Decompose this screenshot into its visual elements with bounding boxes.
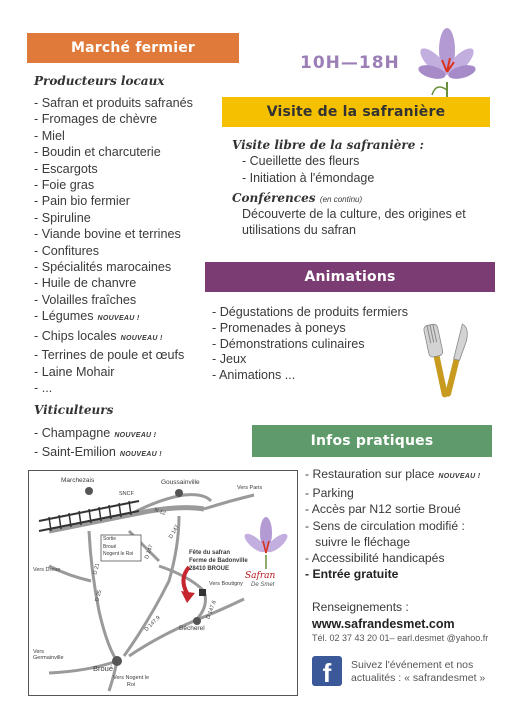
list-item-text: - Chips locales — [34, 328, 117, 343]
list-item — [305, 550, 480, 566]
map-label-d21: D 21 — [92, 562, 102, 576]
list-item — [305, 485, 480, 501]
map-venue-label: Fête du safran Ferme de Badonville 28410 BROUE — [189, 550, 248, 572]
list-item — [212, 321, 408, 337]
map-label-broue: Broué — [93, 664, 114, 673]
infos-banner: Infos pratiques — [252, 425, 492, 457]
list-item-text: - Volailles fraîches — [34, 292, 137, 307]
list-item — [34, 177, 193, 193]
list-item — [212, 305, 408, 321]
map-label-vers-dreux: Vers Dreux — [33, 567, 61, 573]
list-item-text: - Accès par N12 sortie Broué — [305, 502, 461, 517]
list-item-text: - Jeux — [212, 352, 247, 367]
list-item-text: - ... — [34, 380, 53, 395]
map-label-d1479: D 147.9 — [143, 615, 162, 633]
list-item-text: - Démonstrations culinaires — [212, 336, 365, 351]
map-label-goussainville: Goussainville — [161, 479, 200, 486]
list-item — [34, 243, 193, 259]
list-item — [34, 292, 193, 308]
list-item-text: - Pain bio fermier — [34, 194, 130, 209]
list-item-text: suivre le fléchage — [305, 534, 411, 549]
list-item-text: - Dégustations de produits fermiers — [212, 305, 408, 319]
map-sortie-label: Sortie Broué Nogent le Roi — [103, 536, 134, 557]
marche-fermier-banner: Marché fermier — [27, 33, 239, 63]
list-item — [34, 444, 162, 463]
list-item — [34, 275, 193, 291]
list-item-text: - Foie gras — [34, 178, 95, 193]
list-item-text: - Champagne — [34, 426, 111, 440]
conferences-text: utilisations du safran — [242, 223, 356, 237]
map-label-d147b: D 147 — [144, 544, 155, 560]
infos-list — [305, 466, 480, 582]
visite-banner: Visite de la safranière — [222, 97, 490, 127]
list-item — [34, 161, 193, 177]
list-item — [34, 380, 193, 396]
list-item — [305, 518, 480, 534]
renseignements-label: Renseignements : — [312, 600, 409, 614]
facebook-text: Suivez l'événement et nos actualités : « safrandesmet » — [351, 659, 486, 684]
list-item — [34, 347, 193, 363]
access-map — [28, 470, 298, 696]
map-label-vers-germainville: Vers Germainville — [33, 649, 64, 661]
facebook-icon[interactable]: f — [312, 656, 342, 686]
new-badge: NOUVEAU ! — [120, 334, 163, 342]
fork-knife-icon — [418, 318, 478, 403]
list-item-text: - Terrines de poule et œufs — [34, 348, 185, 363]
logo-safran: Safran — [245, 571, 276, 581]
list-item-text: - Viande bovine et terrines — [34, 227, 181, 242]
list-item-text: - Escargots — [34, 161, 98, 176]
list-item — [34, 308, 193, 327]
list-item — [34, 425, 162, 444]
list-item — [34, 328, 193, 347]
new-badge: NOUVEAU ! — [119, 451, 162, 459]
list-item-text: - Légumes — [34, 309, 94, 324]
new-badge: NOUVEAU ! — [438, 473, 481, 480]
map-label-marchezais: Marchezais — [61, 477, 95, 484]
map-label-d25: D 25 — [94, 589, 104, 603]
list-item — [305, 534, 480, 550]
map-label-n12: N 12 — [153, 507, 167, 517]
list-item-text: - Spiruline — [34, 210, 91, 225]
list-item-text: - Huile de chanvre — [34, 276, 137, 291]
logo-desmet: De Smet — [251, 582, 275, 588]
website-link[interactable]: www.safrandesmet.com — [312, 617, 455, 631]
list-item-text: - Animations ... — [212, 368, 296, 383]
list-item — [305, 466, 480, 485]
map-label-sncf: SNCF — [119, 491, 134, 497]
saffron-flower-icon — [412, 20, 482, 100]
wine-list — [34, 425, 162, 464]
map-label-d147: D 147 — [168, 524, 181, 540]
map-label-becherel: Bécherel — [179, 625, 205, 632]
new-badge: NOUVEAU ! — [114, 432, 157, 439]
list-item-text: - Promenades à poneys — [212, 320, 346, 335]
visite-libre-item: - Initiation à l'émondage — [242, 171, 375, 185]
list-item — [34, 364, 193, 380]
list-item — [34, 111, 193, 127]
map-label-vers-paris: Vers Paris — [237, 485, 263, 491]
map-label-d1476: D 147.6 — [205, 599, 218, 621]
wine-title: Viticulteurs — [34, 403, 114, 417]
list-item — [212, 337, 408, 353]
list-item-text: - Fromages de chèvre — [34, 112, 158, 127]
producers-title: Producteurs locaux — [34, 74, 165, 88]
map-label-vers-nogent: Vers Nogent le Roi — [112, 675, 150, 688]
visite-libre-item: - Cueillette des fleurs — [242, 154, 360, 168]
list-item — [34, 210, 193, 226]
logo-flower-icon — [241, 511, 291, 571]
list-item — [34, 226, 193, 242]
conferences-title: Conférences (en continu) — [232, 191, 363, 205]
list-item-text: - Restauration sur place — [305, 467, 435, 481]
list-item-text: - Entrée gratuite — [305, 567, 399, 582]
opening-hours: 10H—18H — [300, 53, 400, 73]
list-item-text: - Laine Mohair — [34, 364, 115, 379]
visite-libre-title: Visite libre de la safranière : — [232, 138, 424, 152]
animations-banner: Animations — [205, 262, 495, 292]
conferences-text: Découverte de la culture, des origines et — [242, 207, 466, 221]
contact-line: Tél. 02 37 43 20 01– earl.desmet @yahoo.fr — [312, 633, 489, 643]
producers-list — [34, 95, 193, 396]
list-item — [305, 566, 480, 582]
list-item — [305, 501, 480, 517]
list-item-text: - Miel — [34, 128, 65, 143]
map-label-vers-boutigny: Vers Boutigny — [209, 581, 243, 587]
list-item — [34, 193, 193, 209]
new-badge: NOUVEAU ! — [97, 315, 140, 323]
list-item-text: - Boudin et charcuterie — [34, 145, 161, 160]
list-item-text: - Parking — [305, 486, 354, 501]
list-item — [212, 368, 408, 384]
list-item — [34, 144, 193, 160]
list-item-text: - Saint-Emilion — [34, 445, 116, 460]
list-item-text: - Sens de circulation modifié : — [305, 518, 465, 533]
list-item-text: - Accessibilité handicapés — [305, 551, 445, 566]
animations-list — [212, 305, 408, 384]
list-item-text: - Safran et produits safranés — [34, 96, 193, 110]
list-item — [212, 352, 408, 368]
list-item-text: - Spécialités marocaines — [34, 260, 172, 275]
list-item — [34, 95, 193, 111]
list-item-text: - Confitures — [34, 243, 100, 258]
list-item — [34, 259, 193, 275]
list-item — [34, 128, 193, 144]
